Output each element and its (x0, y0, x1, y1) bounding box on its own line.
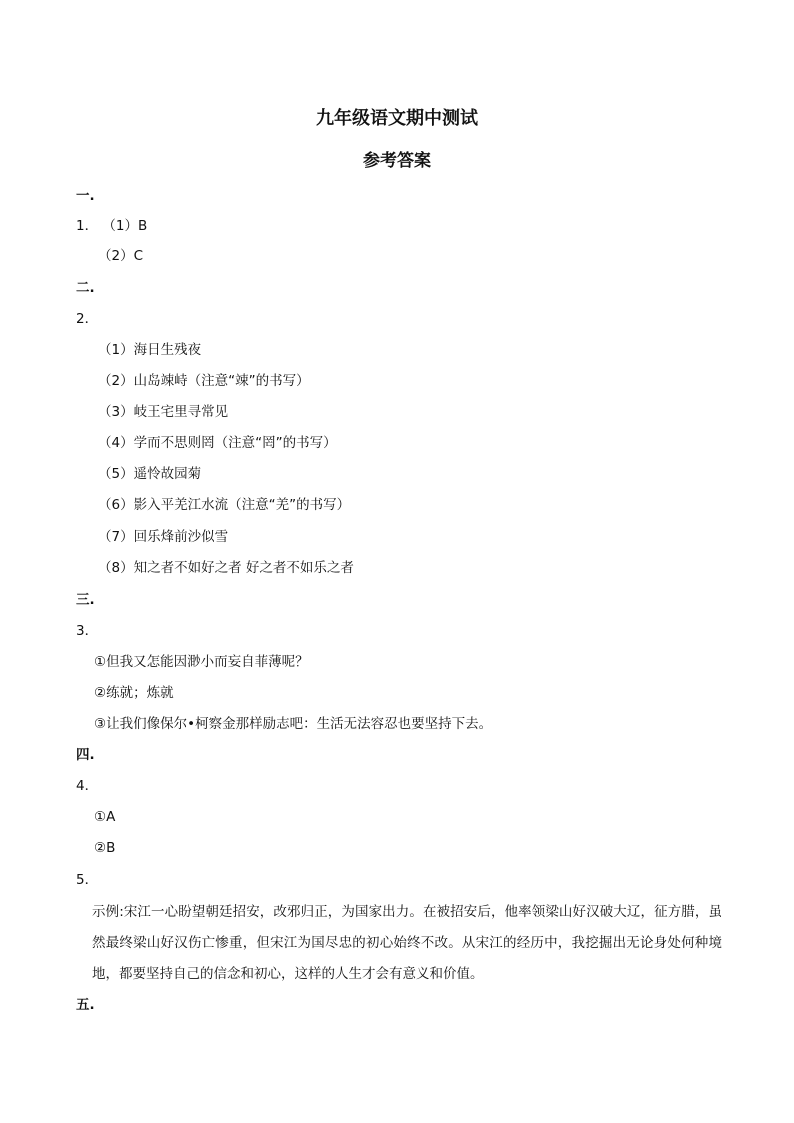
question-3-item: ②练就；炼就 (94, 685, 174, 701)
question-2-item: （3）岐王宅里寻常见 (98, 404, 229, 420)
section-heading-5: 五. (76, 997, 95, 1013)
section-heading-2: 二. (76, 280, 95, 296)
section-heading-3: 三. (76, 592, 95, 608)
page-title: 九年级语文期中测试 (316, 108, 478, 129)
question-2-number: 2． (76, 311, 99, 327)
question-2-item: （7）回乐烽前沙似雪 (98, 529, 229, 545)
page-subtitle: 参考答案 (363, 151, 431, 171)
question-2-item: （5）遥怜故园菊 (98, 466, 202, 482)
question-3-item: ①但我又怎能因渺小而妄自菲薄呢？ (94, 654, 309, 670)
question-2-item: （1）海日生残夜 (98, 342, 202, 358)
question-3-item: ③让我们像保尔•柯察金那样励志吧：生活无法容忍也要坚持下去。 (94, 716, 493, 732)
question-2-item: （8）知之者不如好之者 好之者不如乐之者 (98, 560, 354, 576)
question-3-number: 3． (76, 623, 99, 639)
question-2-item: （4）学而不思则罔（注意“罔”的书写） (98, 435, 337, 451)
question-1-answer: 1． （1）B (76, 218, 148, 234)
question-1-answer-2: （2）C (98, 248, 144, 264)
question-2-item: （2）山岛竦峙（注意“竦”的书写） (98, 373, 310, 389)
question-4-number: 4． (76, 778, 99, 794)
question-4-item: ①A (94, 809, 116, 825)
question-2-item: （6）影入平羌江水流（注意“羌”的书写） (98, 497, 351, 513)
question-5-answer: 示例:宋江一心盼望朝廷招安，改邪归正，为国家出力。在被招安后，他率领梁山好汉破大辽，征方腊，虽然最终梁山好汉伤亡惨重，但宋江为国尽忠的初心始终不改。从宋江的经历中，我挖掘出无论身处何种境地，都要坚持自己的信念和初心，这样的人生才会有意义和价值。 (92, 904, 722, 982)
question-4-item: ②B (94, 840, 116, 856)
question-5-number: 5． (76, 872, 99, 888)
section-heading-1: 一. (76, 188, 95, 204)
section-heading-4: 四. (76, 747, 95, 763)
